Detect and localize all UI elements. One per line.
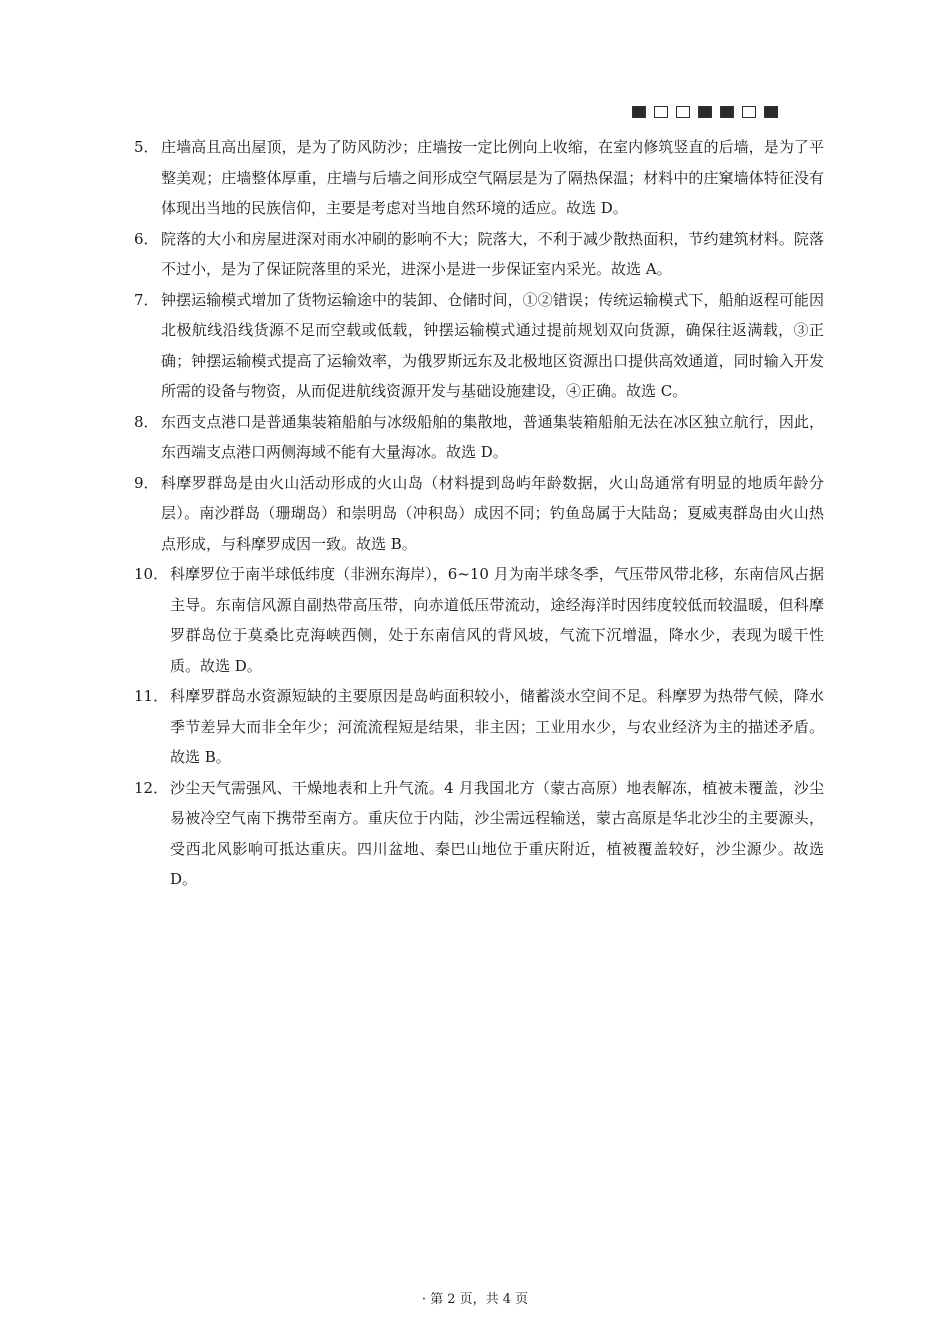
header-square xyxy=(720,106,734,118)
answer-item-7 xyxy=(134,285,824,407)
item-number: 12． xyxy=(134,778,169,797)
answer-item-12 xyxy=(134,773,824,895)
item-number: 7． xyxy=(134,290,159,309)
header-decoration xyxy=(632,106,778,118)
item-text: 东西支点港口是普通集装箱船舶与冰级船舶的集散地，普通集装箱船舶无法在冰区独立航行，因此，东西端支点港口两侧海域不能有大量海冰。故选 D。 xyxy=(161,412,824,461)
item-number: 10． xyxy=(134,565,169,583)
answer-explanations xyxy=(134,132,824,895)
item-text: 钟摆运输模式增加了货物运输途中的装卸、仓储时间，①②错误；传统运输模式下，船舶返程可能因北极航线沿线货源不足而空载或低载，钟摆运输模式通过提前规划双向货源，确保往返满载，③正确；钟摆运输模式提高了运输效率，为俄罗斯远东及北极地区资源出口提供高效通道，同时输入开发所需的设备与物资，从而促进航线资源开发与基础设施建设，④正确。故选 C。 xyxy=(161,290,824,400)
item-text: 科摩罗群岛水资源短缺的主要原因是岛屿面积较小，储蓄淡水空间不足。科摩罗为热带气候，降水季节差异大而非全年少；河流流程短是结果，非主因；工业用水少，与农业经济为主的描述矛盾。故选 B。 xyxy=(170,687,824,766)
item-text: 科摩罗位于南半球低纬度（非洲东海岸），6~10 月为南半球冬季，气压带风带北移，东南信风占据主导。东南信风源自副热带高压带，向赤道低压带流动，途经海洋时因纬度较低而较温暖，但科摩罗群岛位于莫桑比克海峡西侧，处于东南信风的背风坡，气流下沉增温，降水少，表现为暖干性质。故选 D。 xyxy=(170,565,824,675)
answer-item-5 xyxy=(134,132,824,224)
answer-item-9 xyxy=(134,468,824,560)
header-square xyxy=(654,106,668,118)
item-number: 11． xyxy=(134,687,169,705)
item-number: 6． xyxy=(134,229,159,248)
header-square xyxy=(698,106,712,118)
item-text: 庄墙高且高出屋顶，是为了防风防沙；庄墙按一定比例向上收缩，在室内修筑竖直的后墙，是为了平整美观；庄墙整体厚重，庄墙与后墙之间形成空气隔层是为了隔热保温；材料中的庄窠墙体特征没有体现出当地的民族信仰，主要是考虑对当地自然环境的适应。故选 D。 xyxy=(161,138,824,217)
item-text: 沙尘天气需强风、干燥地表和上升气流。4 月我国北方（蒙古高原）地表解冻，植被未覆盖，沙尘易被冷空气南下携带至南方。重庆位于内陆，沙尘需远程输送，蒙古高原是华北沙尘的主要源头，受西北风影响可抵达重庆。四川盆地、秦巴山地位于重庆附近，植被覆盖较好，沙尘源少。故选 D。 xyxy=(170,778,824,888)
answer-item-6 xyxy=(134,224,824,285)
item-number: 9． xyxy=(134,473,159,492)
item-text: 院落的大小和房屋进深对雨水冲刷的影响不大；院落大，不利于减少散热面积，节约建筑材料。院落不过小，是为了保证院落里的采光，进深小是进一步保证室内采光。故选 A。 xyxy=(161,229,824,278)
header-square xyxy=(742,106,756,118)
header-square xyxy=(676,106,690,118)
answer-item-8 xyxy=(134,407,824,468)
item-number: 8． xyxy=(134,412,159,431)
item-number: 5． xyxy=(134,138,159,156)
answer-item-11 xyxy=(134,681,824,773)
page-footer: · 第 2 页，共 4 页 xyxy=(421,1292,529,1307)
header-square xyxy=(632,106,646,118)
header-square xyxy=(764,106,778,118)
item-text: 科摩罗群岛是由火山活动形成的火山岛（材料提到岛屿年龄数据，火山岛通常有明显的地质年龄分层）。南沙群岛（珊瑚岛）和崇明岛（冲积岛）成因不同；钓鱼岛属于大陆岛；夏威夷群岛由火山热点形成，与科摩罗成因一致。故选 B。 xyxy=(161,473,824,553)
answer-item-10 xyxy=(134,559,824,681)
